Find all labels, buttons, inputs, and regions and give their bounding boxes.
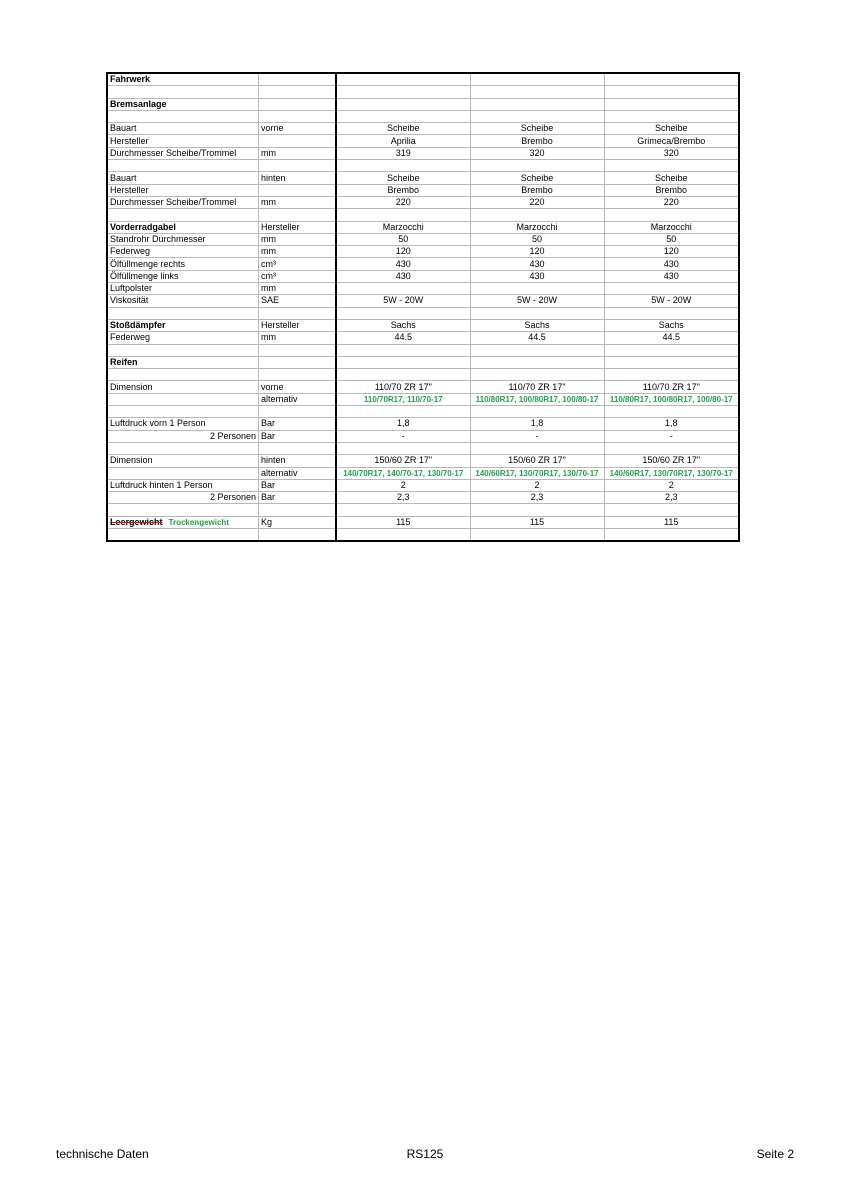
row-label: Fahrwerk xyxy=(108,74,259,86)
table-row xyxy=(108,369,738,381)
row-value xyxy=(336,283,470,295)
spec-table-body xyxy=(108,74,738,540)
row-label: Bremsanlage xyxy=(108,98,259,110)
table-row xyxy=(108,110,738,122)
row-value: 110/70R17, 110/70-17 xyxy=(336,393,470,405)
row-value: 2,3 xyxy=(470,492,604,504)
row-unit xyxy=(259,442,337,454)
table-row xyxy=(108,295,738,307)
footer-right: Seite 2 xyxy=(756,1147,794,1161)
row-value xyxy=(604,86,738,98)
row-value xyxy=(604,209,738,221)
row-value: 2 xyxy=(604,479,738,491)
row-value: 430 xyxy=(336,258,470,270)
row-label: Bauart xyxy=(108,172,259,184)
row-label: 2 Personen xyxy=(108,430,259,442)
row-value: 150/60 ZR 17" xyxy=(470,455,604,467)
row-label: Ölfüllmenge rechts xyxy=(108,258,259,270)
row-value xyxy=(604,369,738,381)
row-unit: hinten xyxy=(259,172,337,184)
row-value: 430 xyxy=(604,270,738,282)
row-value xyxy=(336,344,470,356)
row-unit: Bar xyxy=(259,479,337,491)
row-value xyxy=(470,98,604,110)
row-unit: Kg xyxy=(259,516,337,528)
spec-table xyxy=(108,74,738,540)
row-label xyxy=(108,393,259,405)
row-unit: hinten xyxy=(259,455,337,467)
table-row xyxy=(108,135,738,147)
row-label-note: Trockengewicht xyxy=(168,517,229,527)
table-row xyxy=(108,381,738,393)
row-value: Brembo xyxy=(470,135,604,147)
table-row xyxy=(108,270,738,282)
row-value: 320 xyxy=(470,147,604,159)
row-value xyxy=(470,160,604,172)
row-value: Scheibe xyxy=(470,123,604,135)
row-value xyxy=(604,406,738,418)
row-value xyxy=(470,110,604,122)
row-label xyxy=(108,110,259,122)
row-value: 50 xyxy=(604,233,738,245)
row-value: Grimeca/Brembo xyxy=(604,135,738,147)
row-value: 120 xyxy=(470,246,604,258)
row-unit: mm xyxy=(259,147,337,159)
row-value xyxy=(470,74,604,86)
row-value: 150/60 ZR 17" xyxy=(336,455,470,467)
row-value: 115 xyxy=(604,516,738,528)
row-label xyxy=(108,516,259,528)
row-unit xyxy=(259,110,337,122)
row-value xyxy=(604,504,738,516)
row-label xyxy=(108,406,259,418)
row-unit: vorne xyxy=(259,123,337,135)
table-row xyxy=(108,147,738,159)
spec-sheet xyxy=(106,72,740,542)
row-value: 110/70 ZR 17" xyxy=(336,381,470,393)
row-value xyxy=(604,307,738,319)
row-label: Bauart xyxy=(108,123,259,135)
row-value: 5W - 20W xyxy=(470,295,604,307)
row-value: 430 xyxy=(604,258,738,270)
row-value: 44.5 xyxy=(336,332,470,344)
row-value: Sachs xyxy=(604,319,738,331)
table-row xyxy=(108,221,738,233)
table-row xyxy=(108,283,738,295)
row-label: Vorderradgabel xyxy=(108,221,259,233)
table-row xyxy=(108,344,738,356)
row-value xyxy=(604,98,738,110)
row-value: 220 xyxy=(336,196,470,208)
row-value: Brembo xyxy=(470,184,604,196)
row-value: 115 xyxy=(336,516,470,528)
row-value: 110/80R17, 100/80R17, 100/80-17 xyxy=(604,393,738,405)
table-row xyxy=(108,209,738,221)
row-value: 44.5 xyxy=(470,332,604,344)
row-value: 140/70R17, 140/70-17, 130/70-17 xyxy=(336,467,470,479)
table-row xyxy=(108,516,738,528)
row-value: 50 xyxy=(336,233,470,245)
row-value: 220 xyxy=(604,196,738,208)
row-label xyxy=(108,369,259,381)
table-row xyxy=(108,467,738,479)
row-value xyxy=(470,406,604,418)
row-value xyxy=(336,504,470,516)
row-value: 110/70 ZR 17" xyxy=(604,381,738,393)
row-value xyxy=(604,283,738,295)
row-unit xyxy=(259,369,337,381)
row-value xyxy=(336,442,470,454)
row-value xyxy=(604,442,738,454)
row-value xyxy=(604,356,738,368)
row-unit: cm³ xyxy=(259,258,337,270)
row-value: Marzocchi xyxy=(336,221,470,233)
row-value xyxy=(336,110,470,122)
row-label: Reifen xyxy=(108,356,259,368)
row-label: Dimension xyxy=(108,381,259,393)
row-value: 2 xyxy=(336,479,470,491)
row-value: 50 xyxy=(470,233,604,245)
row-label-text: Leergewicht xyxy=(110,516,163,527)
table-row xyxy=(108,406,738,418)
row-value xyxy=(470,356,604,368)
table-row xyxy=(108,184,738,196)
row-value: 120 xyxy=(604,246,738,258)
row-value: 110/70 ZR 17" xyxy=(470,381,604,393)
row-unit xyxy=(259,528,337,540)
row-unit xyxy=(259,209,337,221)
row-value: Brembo xyxy=(336,184,470,196)
row-unit xyxy=(259,184,337,196)
row-value xyxy=(336,209,470,221)
table-row xyxy=(108,196,738,208)
table-row xyxy=(108,307,738,319)
row-value: 320 xyxy=(604,147,738,159)
row-unit xyxy=(259,98,337,110)
row-unit: SAE xyxy=(259,295,337,307)
row-label: Luftdruck hinten 1 Person xyxy=(108,479,259,491)
row-value xyxy=(470,369,604,381)
table-row xyxy=(108,356,738,368)
footer-left: technische Daten xyxy=(56,1147,149,1161)
row-value: 220 xyxy=(470,196,604,208)
table-row xyxy=(108,258,738,270)
row-unit: alternativ xyxy=(259,393,337,405)
table-row xyxy=(108,393,738,405)
row-value: 5W - 20W xyxy=(604,295,738,307)
row-value: 430 xyxy=(470,258,604,270)
row-label xyxy=(108,528,259,540)
table-row xyxy=(108,74,738,86)
row-value xyxy=(604,160,738,172)
row-value: - xyxy=(336,430,470,442)
row-value: Scheibe xyxy=(336,123,470,135)
row-label: Durchmesser Scheibe/Trommel xyxy=(108,196,259,208)
row-value: - xyxy=(604,430,738,442)
page-footer xyxy=(56,1146,794,1162)
row-value: Marzocchi xyxy=(470,221,604,233)
row-unit xyxy=(259,504,337,516)
row-label xyxy=(108,307,259,319)
row-label: Federweg xyxy=(108,246,259,258)
row-value xyxy=(336,406,470,418)
table-row xyxy=(108,430,738,442)
row-value: 140/60R17, 130/70R17, 130/70-17 xyxy=(470,467,604,479)
row-unit: Hersteller xyxy=(259,221,337,233)
row-unit: mm xyxy=(259,332,337,344)
row-unit xyxy=(259,135,337,147)
row-value: Sachs xyxy=(470,319,604,331)
row-unit xyxy=(259,344,337,356)
row-label: Luftdruck vorn 1 Person xyxy=(108,418,259,430)
table-row xyxy=(108,528,738,540)
table-row xyxy=(108,160,738,172)
table-row xyxy=(108,172,738,184)
footer-center: RS125 xyxy=(406,1147,444,1161)
row-value: 115 xyxy=(470,516,604,528)
table-row xyxy=(108,332,738,344)
row-label: Hersteller xyxy=(108,184,259,196)
row-label: Viskosität xyxy=(108,295,259,307)
row-unit: cm³ xyxy=(259,270,337,282)
row-value: 1,8 xyxy=(470,418,604,430)
row-value: Aprilia xyxy=(336,135,470,147)
row-value: 110/80R17, 100/80R17, 100/80-17 xyxy=(470,393,604,405)
row-value xyxy=(336,86,470,98)
row-value: 1,8 xyxy=(604,418,738,430)
row-unit: mm xyxy=(259,233,337,245)
row-label xyxy=(108,344,259,356)
row-unit: Hersteller xyxy=(259,319,337,331)
row-value xyxy=(336,356,470,368)
row-unit: Bar xyxy=(259,430,337,442)
row-value: 120 xyxy=(336,246,470,258)
row-label xyxy=(108,160,259,172)
table-row xyxy=(108,455,738,467)
row-value xyxy=(336,528,470,540)
row-value: 44.5 xyxy=(604,332,738,344)
table-row xyxy=(108,442,738,454)
row-value: Scheibe xyxy=(604,123,738,135)
row-label: Standrohr Durchmesser xyxy=(108,233,259,245)
row-value xyxy=(470,528,604,540)
table-row xyxy=(108,98,738,110)
row-value xyxy=(604,110,738,122)
row-value xyxy=(604,74,738,86)
row-label: Federweg xyxy=(108,332,259,344)
row-unit: alternativ xyxy=(259,467,337,479)
row-value: 319 xyxy=(336,147,470,159)
row-label xyxy=(108,442,259,454)
row-value: 2,3 xyxy=(604,492,738,504)
row-label xyxy=(108,86,259,98)
table-row xyxy=(108,233,738,245)
row-label: Stoßdämpfer xyxy=(108,319,259,331)
row-label: 2 Personen xyxy=(108,492,259,504)
row-value xyxy=(470,504,604,516)
row-value xyxy=(470,86,604,98)
row-value: 2,3 xyxy=(336,492,470,504)
row-value: - xyxy=(470,430,604,442)
row-label: Dimension xyxy=(108,455,259,467)
row-label xyxy=(108,504,259,516)
row-value: 430 xyxy=(470,270,604,282)
row-value xyxy=(470,344,604,356)
row-unit: mm xyxy=(259,283,337,295)
table-row xyxy=(108,123,738,135)
table-row xyxy=(108,492,738,504)
row-value: Marzocchi xyxy=(604,221,738,233)
row-value xyxy=(470,283,604,295)
row-value: Brembo xyxy=(604,184,738,196)
table-row xyxy=(108,246,738,258)
row-value xyxy=(470,442,604,454)
row-unit xyxy=(259,160,337,172)
row-value: Scheibe xyxy=(336,172,470,184)
row-unit xyxy=(259,307,337,319)
row-label: Ölfüllmenge links xyxy=(108,270,259,282)
row-label: Hersteller xyxy=(108,135,259,147)
row-unit xyxy=(259,74,337,86)
row-unit: mm xyxy=(259,246,337,258)
row-value: 140/60R17, 130/70R17, 130/70-17 xyxy=(604,467,738,479)
row-unit: mm xyxy=(259,196,337,208)
row-value: 5W - 20W xyxy=(336,295,470,307)
row-value xyxy=(604,344,738,356)
row-unit xyxy=(259,356,337,368)
table-row xyxy=(108,86,738,98)
row-value xyxy=(470,307,604,319)
table-row xyxy=(108,418,738,430)
row-unit xyxy=(259,86,337,98)
row-label xyxy=(108,209,259,221)
row-value: 2 xyxy=(470,479,604,491)
table-row xyxy=(108,479,738,491)
row-unit: Bar xyxy=(259,492,337,504)
row-label xyxy=(108,467,259,479)
row-value: Sachs xyxy=(336,319,470,331)
row-value xyxy=(336,98,470,110)
row-value: 150/60 ZR 17" xyxy=(604,455,738,467)
row-unit: Bar xyxy=(259,418,337,430)
table-row xyxy=(108,504,738,516)
row-unit xyxy=(259,406,337,418)
row-value: 430 xyxy=(336,270,470,282)
row-value xyxy=(470,209,604,221)
row-value xyxy=(336,307,470,319)
row-label: Luftpolster xyxy=(108,283,259,295)
row-value xyxy=(604,528,738,540)
row-label: Durchmesser Scheibe/Trommel xyxy=(108,147,259,159)
row-value: Scheibe xyxy=(604,172,738,184)
row-value xyxy=(336,74,470,86)
row-value: Scheibe xyxy=(470,172,604,184)
row-unit: vorne xyxy=(259,381,337,393)
row-value xyxy=(336,369,470,381)
table-row xyxy=(108,319,738,331)
row-value: 1,8 xyxy=(336,418,470,430)
row-value xyxy=(336,160,470,172)
